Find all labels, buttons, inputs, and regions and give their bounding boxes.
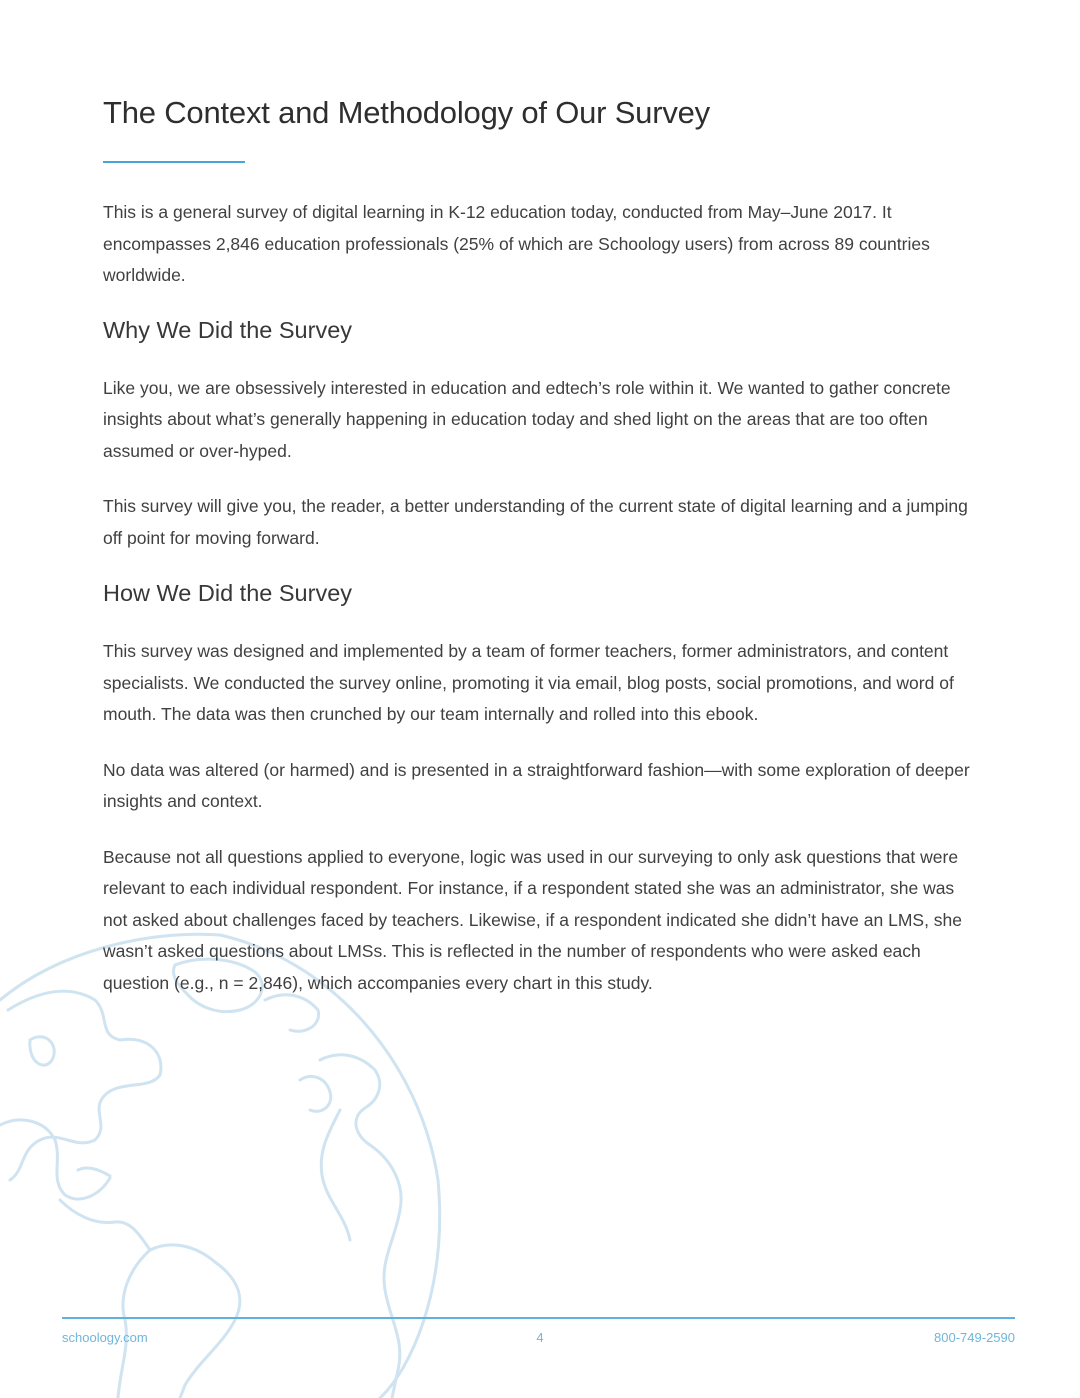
- footer-website-link[interactable]: schoology.com: [62, 1330, 148, 1345]
- why-paragraph-2: This survey will give you, the reader, a better understanding of the current state of digital learning and a jumping off point for moving forward.: [103, 496, 968, 548]
- page-content: [103, 94, 983, 999]
- why-paragraph-1: Like you, we are obsessively interested in education and edtech’s role within it. We wanted to gather concrete insights about what’s generally happening in education today and shed light on the areas that are too often assumed or over-hyped.: [103, 377, 951, 461]
- how-paragraph-1: This survey was designed and implemented by a team of former teachers, former administrators, and content specialists. We conducted the survey online, promoting it via email, blog posts, social promotions, and word of mouth. The data was then crunched by our team internally and rolled into this ebook.: [103, 641, 954, 724]
- footer-phone[interactable]: 800-749-2590: [934, 1330, 1015, 1345]
- footer-page-number: 4: [536, 1330, 544, 1345]
- section-heading-how: How We Did the Survey: [103, 580, 353, 606]
- footer-divider: [62, 1317, 1015, 1319]
- intro-paragraph: This is a general survey of digital learning in K-12 education today, conducted from May–June 2017. It encompasses 2,846 education professionals (25% of which are Schoology users) from across 89 countries worldwide.: [103, 202, 930, 285]
- section-heading-why: Why We Did the Survey: [103, 316, 353, 343]
- title-underline: [103, 161, 245, 163]
- how-paragraph-2: No data was altered (or harmed) and is presented in a straightforward fashion—with some exploration of deeper insights and context.: [103, 759, 970, 811]
- how-paragraph-3: Because not all questions applied to everyone, logic was used in our surveying to only ask questions that were relevant to each individual respondent. For instance, if a respondent stated she was an administrator, she was not asked about challenges faced by teachers. Likewise, if a respondent indicated she didn’t have an LMS, she wasn’t asked questions about LMSs. This is reflected in the number of respondents who were asked each question (e.g., n = 2,846), which accompanies every chart in this study.: [103, 846, 963, 993]
- page-title: The Context and Methodology of Our Survey: [103, 95, 710, 130]
